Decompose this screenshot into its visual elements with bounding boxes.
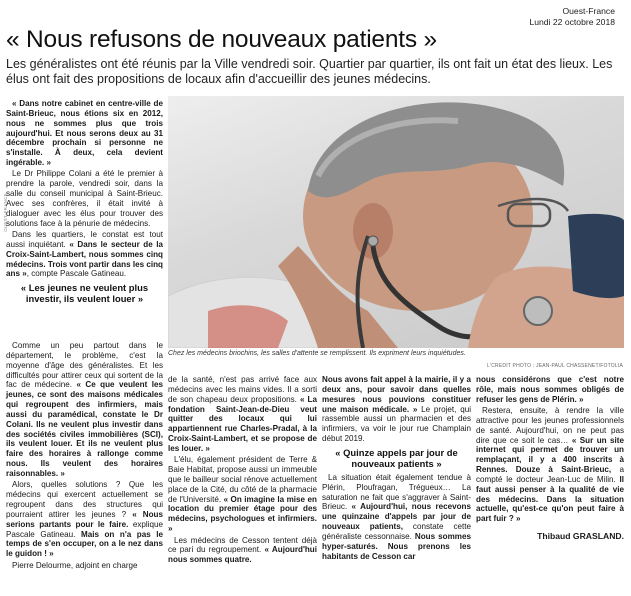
text-run: La situation était également tendue à Plérin, Ploufragan, Trégueux… La saturation ne fait que s'aggraver à Saint-Brieuc. — [322, 472, 471, 512]
quote: Mais on n'a pas le temps de s'en occuper, on a le nez dans le guidon ! » — [6, 529, 164, 559]
quote: Il faut aussi penser à la qualité de vie des médecins. Dans la situation actuelle, qu'est-ce qu'on peut faire à part fuir ? » — [476, 474, 624, 524]
quote: Nous sommes hyper-saturés. Nous prenons les habitants de Cesson car — [322, 531, 471, 561]
paragraph — [6, 99, 163, 168]
paragraph — [168, 455, 317, 534]
text-run: de la santé, n'est pas arrivé face aux médecins avec les mains vides. Il a sorti de son chapeau deux propositions. — [168, 375, 317, 404]
text-run: constate cette généraliste cessonnaise. — [322, 522, 471, 541]
paragraph: Le Dr Philippe Colani a été le premier à prendre la parole, vendredi soir, dans la salle du conseil municipal à Saint-Brieuc. Avec ses confrères, il était invité à dialoguer avec les élus pour trouver des solutions face à la pénurie de médecins. — [6, 169, 163, 228]
quote: nous considérons que c'est notre rôle, mais nous sommes obligés de refuser les gens de Plérin. » — [476, 375, 624, 404]
quote: « On imagine la mise en location du premier étage pour des médecins, psychologues et infirmiers. » — [168, 494, 317, 534]
article-column-1-continued — [6, 341, 163, 572]
text-run: , compte Pascale Gatineau. — [26, 269, 127, 279]
paragraph — [6, 341, 163, 479]
publication-date: Lundi 22 octobre 2018 — [529, 17, 615, 27]
newspaper-name: Ouest-France — [562, 6, 615, 16]
quote: « Dans notre cabinet en centre-ville de Saint-Brieuc, nous étions six en 2012, nous ne sommes plus que trois aujourd'hui. Et nous serons deux au 31 décembre prochain si personne ne s'installe. À deux, cela devient ingérable. » — [6, 99, 163, 168]
photo-caption: Chez les médecins briochins, les salles d'attente se remplissent. Ils expriment leurs inquiétudes. — [168, 350, 466, 357]
paragraph — [476, 406, 624, 524]
text-run: a compté le docteur Jean-Luc de Milin. — [476, 465, 624, 484]
pull-quote: « Quinze appels par jour de nouveaux patients » — [335, 446, 458, 469]
text-run: Le projet, qui rassemble aussi un pharmacien et des infirmiers, va voir le jour rue Champlain début 2019. — [322, 404, 471, 444]
text-run: L'élu, également président de Terre & Baie Habitat, propose aussi un immeuble que le bailleur social rénove actuellement place de la Cité, du côté de la pharmacie de l'Université. — [168, 455, 317, 504]
text-run: Restera, ensuite, à rendre la ville attractive pour les jeunes professionnels de santé. Aujourd'hui, on ne peut pas dire que ce soit le cas… — [476, 406, 624, 445]
quote: « Aujourd'hui nous sommes quatre. — [168, 545, 318, 565]
doctor-stethoscope-illustration — [168, 96, 624, 348]
quote: « La fondation Saint-Jean-de-Dieu veut quitter des locaux qui lui appartiennent rue Charles-Pradal, à la Croix-Saint-Lambert, et se propose de les louer. » — [168, 394, 317, 453]
photo-credit: L'CREDIT PHOTO : JEAN-PAUL CHASSENET/FOTOLIA — [487, 363, 623, 369]
text-run: Dans les quartiers, le constat est tout aussi inquiétant. — [6, 229, 163, 249]
paragraph — [322, 375, 471, 444]
article-photo — [168, 96, 624, 348]
quote: « Ce que veulent les jeunes, ce sont des maisons médicales qui regroupent des infirmiers, mais aussi du paramédical, constate le Dr Colani. Ils ne veulent plus investir dans des sociétés civiles immobilières (SCI), ils veulent louer. Et ils ne veulent plus faire des horaires à rallonge comme nous. Ils veulent des horaires raisonnables. » — [6, 380, 164, 478]
headline: « Nous refusons de nouveaux patients » — [6, 26, 437, 53]
quote: « Sur un site internet qui permet de trouver un remplaçant, il y a 400 inscrits à Rennes. Douze à Saint-Brieuc, — [476, 435, 625, 475]
pull-quote: « Les jeunes ne veulent plus investir, ils veulent louer » — [20, 282, 149, 305]
side-label: OUEST-FRANCE — [2, 193, 8, 232]
quote: « Aujourd'hui, nous recevons une quinzaine d'appels par jour de nouveaux patients, — [322, 502, 471, 532]
paragraph: Pierre Delourme, adjoint en charge — [12, 560, 138, 570]
byline: Thibaud GRASLAND. — [537, 531, 624, 542]
paragraph — [476, 375, 624, 405]
quote: « Nous serions partants pour le faire. — [6, 509, 163, 529]
quote: Nous avons fait appel à la mairie, il y a deux ans, pour savoir dans quelles mesures nous pouvions constituer une maison médicale. » — [322, 375, 471, 414]
article-column-4 — [476, 375, 624, 544]
paragraph — [168, 536, 317, 566]
article-column-3 — [322, 375, 471, 563]
paragraph — [6, 480, 163, 559]
quote: « Dans le secteur de la Croix-Saint-Lambert, nous sommes cinq médecins. Trois vont partir dans les cinq ans » — [6, 239, 163, 279]
text-run: Alors, quelles solutions ? Que les médecins qui exercent actuellement se regroupent dans des structures qui pourraient attirer les jeunes ? — [6, 480, 163, 519]
masthead — [529, 6, 615, 28]
paragraph — [322, 473, 471, 562]
article-column-1 — [6, 99, 163, 308]
paragraph — [168, 375, 317, 454]
article-column-2 — [168, 375, 317, 567]
article-deck: Les généralistes ont été réunis par la Ville vendredi soir. Quartier par quartier, ils ont fait un état des lieux. Les élus ont fait des propositions de locaux afin d'accueillir des jeunes médecins. — [6, 57, 613, 87]
text-run: Comme un peu partout dans le département, le problème, c'est la moyenne d'âge des généralistes. Et les difficultés pour attirer ceux qui sortent de la fac de médecine. — [6, 341, 163, 390]
text-run: explique Pascale Gatineau. — [6, 519, 163, 539]
paragraph — [6, 230, 163, 279]
text-run: Les médecins de Cesson tentent déjà ce pari du regroupement. — [168, 535, 317, 555]
